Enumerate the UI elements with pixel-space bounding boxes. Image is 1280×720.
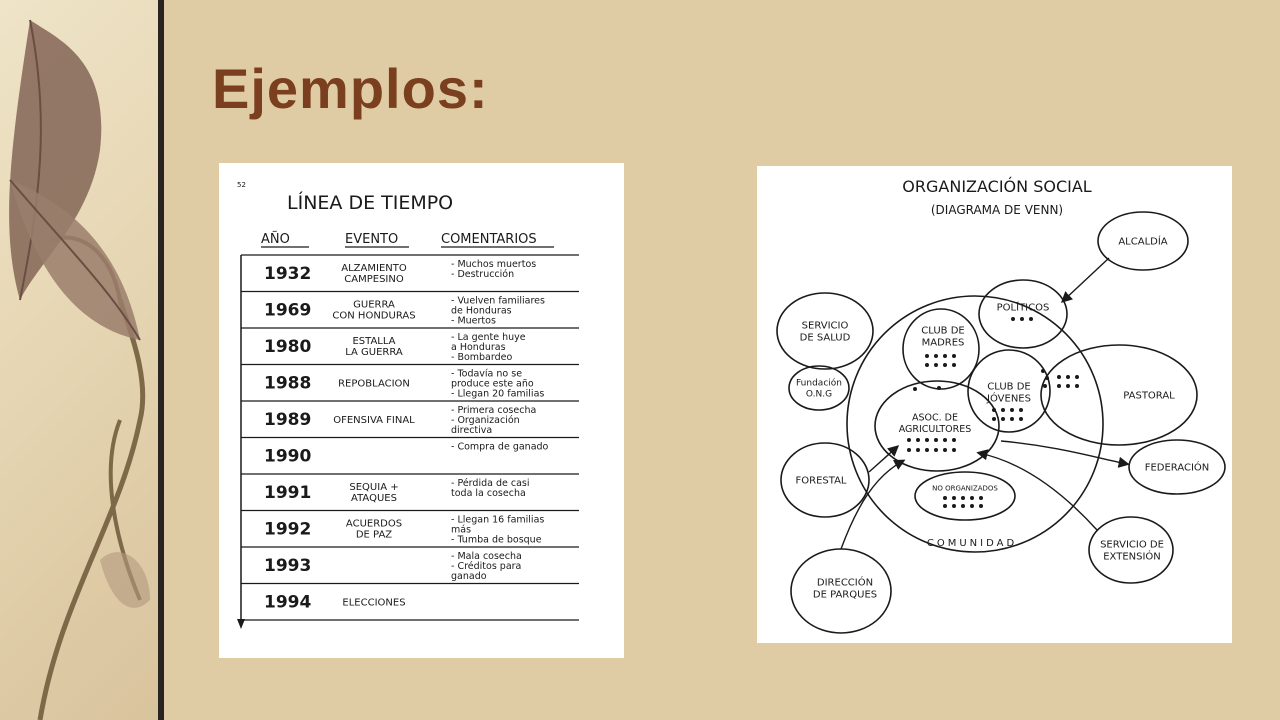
venn-label-no-organizados-text: NO ORGANIZADOS — [932, 484, 998, 493]
timeline-comment: produce este año — [451, 378, 534, 390]
venn-dot-asoc — [934, 438, 938, 442]
timeline-comment: directiva — [451, 425, 493, 436]
timeline-row — [264, 478, 530, 504]
timeline-page-number: 52 — [237, 181, 246, 189]
venn-label-pastoral-text: PASTORAL — [1123, 390, 1175, 402]
venn-label-asoc-agricultores-text: AGRICULTORES — [898, 423, 972, 435]
venn-dot-club-jovenes — [992, 408, 996, 412]
venn-dot-pastoral — [1066, 384, 1070, 388]
venn-label-alcaldia — [1118, 234, 1167, 247]
venn-dot-asoc — [925, 448, 929, 452]
venn-dot-asoc — [943, 448, 947, 452]
timeline-row — [264, 551, 522, 582]
timeline-comment: ganado — [451, 571, 487, 582]
venn-dot-club-madres — [925, 354, 929, 358]
timeline-comment: toda la cosecha — [451, 488, 526, 499]
venn-label-servicio-extension-text: EXTENSIÓN — [1103, 551, 1161, 563]
venn-dot-no-organizados — [952, 504, 956, 508]
venn-dot-overlap — [913, 387, 917, 391]
leaf-branch-illustration — [0, 0, 160, 720]
venn-dot-overlap — [937, 386, 941, 390]
venn-dot-asoc — [952, 438, 956, 442]
timeline-event: ACUERDOS — [345, 518, 403, 530]
venn-label-servicio-extension-text: SERVICIO DE — [1100, 539, 1164, 551]
timeline-event: ESTALLA — [352, 336, 396, 347]
venn-label-direccion-parques — [813, 575, 877, 600]
timeline-year: 1932 — [264, 264, 312, 284]
venn-label-club-jovenes — [986, 381, 1031, 404]
venn-dot-pastoral — [1066, 375, 1070, 379]
venn-node-politicos — [979, 280, 1067, 348]
venn-dot-pastoral-edge — [1041, 369, 1045, 373]
venn-label-no-organizados — [932, 484, 998, 492]
timeline-comment: - Créditos para — [451, 561, 522, 572]
timeline-event: CON HONDURAS — [332, 310, 416, 322]
timeline-year: 1969 — [264, 300, 312, 321]
timeline-event: CAMPESINO — [344, 274, 404, 285]
timeline-comment: - Organización — [451, 415, 520, 426]
venn-label-direccion-parques-text: DE PARQUES — [812, 589, 878, 601]
venn-dot-pastoral-edge — [1043, 384, 1047, 388]
venn-label-club-jovenes-text: JÓVENES — [987, 393, 1031, 405]
venn-dot-politicos — [1020, 317, 1024, 321]
venn-dot-asoc — [907, 448, 911, 452]
venn-title: ORGANIZACIÓN SOCIAL — [902, 177, 1092, 196]
venn-dot-politicos — [1011, 317, 1015, 321]
timeline-comment: más — [451, 524, 472, 536]
venn-dot-politicos — [1029, 317, 1033, 321]
venn-dot-pastoral-edge — [1045, 376, 1049, 380]
timeline-row — [264, 515, 544, 546]
timeline-header-event: EVENTO — [345, 232, 399, 247]
venn-dot-asoc — [916, 438, 920, 442]
venn-label-fundacion-text: O.N.G — [805, 389, 833, 400]
venn-node-club-madres — [903, 309, 979, 389]
timeline-row — [264, 259, 536, 285]
timeline-year: 1989 — [264, 410, 312, 430]
timeline-year: 1992 — [264, 519, 312, 540]
timeline-row — [264, 369, 544, 400]
venn-label-club-madres-text: CLUB DE — [921, 325, 965, 337]
timeline-comment: - Vuelven familiares — [451, 295, 545, 307]
venn-label-servicio-salud — [800, 320, 851, 343]
timeline-comment: - Llegan 16 familias — [451, 514, 545, 526]
venn-dot-club-madres — [934, 363, 938, 367]
venn-label-federacion — [1145, 460, 1210, 473]
venn-label-servicio-salud-text: DE SALUD — [799, 332, 851, 344]
venn-dot-pastoral — [1075, 384, 1079, 388]
venn-label-asoc-agricultores-text: ASOC. DE — [912, 412, 958, 424]
venn-dot-asoc — [907, 438, 911, 442]
timeline-comment: - Muchos muertos — [451, 259, 537, 270]
timeline-year: 1991 — [264, 483, 312, 503]
venn-dot-club-jovenes — [1019, 417, 1023, 421]
venn-label-club-madres-text: MADRES — [921, 337, 965, 349]
timeline-year: 1993 — [264, 556, 312, 576]
timeline-year: 1990 — [264, 446, 312, 467]
timeline-comment: - Destrucción — [451, 269, 515, 280]
venn-label-forestal — [796, 475, 847, 486]
timeline-comment: - Pérdida de casi — [451, 478, 530, 489]
timeline-comment: - La gente huye — [451, 332, 526, 343]
venn-dot-asoc — [943, 438, 947, 442]
timeline-event: DE PAZ — [355, 529, 393, 541]
venn-dot-club-madres — [943, 363, 947, 367]
timeline-event: OFENSIVA FINAL — [333, 415, 415, 426]
venn-label-pastoral — [1123, 390, 1175, 401]
timeline-row — [264, 332, 526, 363]
venn-dot-club-jovenes — [1001, 417, 1005, 421]
timeline-event: GUERRA — [353, 299, 395, 311]
venn-dot-pastoral — [1057, 375, 1061, 379]
timeline-row — [264, 593, 406, 613]
timeline-event: ATAQUES — [351, 493, 397, 504]
timeline-event: SEQUIA + — [349, 482, 399, 493]
decorative-leaf-panel — [0, 0, 160, 720]
timeline-row — [264, 296, 545, 327]
venn-dot-no-organizados — [979, 504, 983, 508]
venn-dot-club-madres — [952, 354, 956, 358]
timeline-event: ELECCIONES — [342, 597, 406, 609]
timeline-event: LA GUERRA — [345, 347, 403, 358]
venn-dot-no-organizados — [952, 496, 956, 500]
venn-dot-club-jovenes — [1019, 408, 1023, 412]
timeline-year: 1980 — [264, 337, 312, 357]
venn-label-alcaldia-text: ALCALDÍA — [1118, 236, 1168, 248]
venn-label-club-madres — [921, 325, 964, 348]
venn-dot-no-organizados — [943, 504, 947, 508]
venn-dot-club-jovenes — [1010, 417, 1014, 421]
venn-arrow-direccion-parques — [841, 461, 903, 549]
venn-dot-no-organizados — [970, 504, 974, 508]
venn-dot-no-organizados — [979, 496, 983, 500]
timeline-comment: - Llegan 20 familias — [451, 388, 545, 400]
venn-dot-club-jovenes — [1001, 408, 1005, 412]
venn-dot-no-organizados — [943, 496, 947, 500]
venn-label-fundacion-text: Fundación — [796, 378, 842, 389]
timeline-comment: de Honduras — [451, 305, 512, 317]
venn-community-label: COMUNIDAD — [926, 538, 1018, 549]
venn-dot-club-jovenes — [992, 417, 996, 421]
venn-label-politicos-text: POLÍTICOS — [996, 302, 1050, 314]
timeline-year: 1988 — [264, 373, 312, 394]
timeline-comment: - Todavía no se — [451, 368, 523, 380]
timeline-diagram — [219, 163, 624, 658]
venn-dot-asoc — [925, 438, 929, 442]
venn-label-forestal-text: FORESTAL — [795, 475, 847, 487]
timeline-comment: - Tumba de bosque — [451, 534, 542, 546]
timeline-event: ALZAMIENTO — [341, 263, 407, 274]
timeline-row — [264, 442, 549, 467]
venn-label-fundacion — [796, 378, 842, 400]
timeline-comment: - Mala cosecha — [451, 551, 522, 562]
timeline-comment: - Compra de ganado — [451, 441, 549, 453]
venn-dot-pastoral — [1057, 384, 1061, 388]
venn-label-politicos — [997, 300, 1050, 313]
venn-label-federacion-text: FEDERACIÓN — [1144, 462, 1210, 474]
venn-label-direccion-parques-text: DIRECCIÓN — [816, 577, 874, 589]
venn-dot-club-madres — [943, 354, 947, 358]
venn-label-servicio-extension — [1100, 539, 1164, 562]
venn-dot-club-madres — [952, 363, 956, 367]
venn-dot-no-organizados — [961, 504, 965, 508]
venn-dot-pastoral — [1075, 375, 1079, 379]
timeline-event: REPOBLACION — [338, 378, 410, 390]
timeline-title: LÍNEA DE TIEMPO — [287, 192, 454, 214]
venn-community-circle — [847, 296, 1103, 552]
timeline-header-year: AÑO — [261, 232, 290, 247]
venn-diagram — [757, 166, 1232, 643]
timeline-comment: - Primera cosecha — [451, 405, 537, 416]
venn-arrow-alcaldia — [1063, 258, 1109, 301]
slide-title: Ejemplos: — [212, 57, 489, 120]
venn-image — [757, 166, 1232, 643]
timeline-comment: - Muertos — [451, 315, 496, 327]
venn-label-servicio-salud-text: SERVICIO — [801, 320, 849, 332]
venn-dot-asoc — [916, 448, 920, 452]
venn-dot-no-organizados — [961, 496, 965, 500]
venn-dot-no-organizados — [970, 496, 974, 500]
venn-label-club-jovenes-text: CLUB DE — [987, 381, 1031, 393]
venn-dot-club-jovenes — [1010, 408, 1014, 412]
timeline-row — [264, 405, 536, 436]
timeline-image — [219, 163, 624, 658]
timeline-comment: a Honduras — [451, 342, 506, 353]
timeline-comment: - Bombardeo — [451, 352, 513, 363]
venn-dot-club-madres — [925, 363, 929, 367]
venn-label-asoc-agricultores — [899, 412, 972, 434]
vertical-divider — [158, 0, 164, 720]
venn-subtitle: (DIAGRAMA DE VENN) — [930, 203, 1064, 217]
venn-dot-club-madres — [934, 354, 938, 358]
timeline-year: 1994 — [264, 592, 312, 613]
timeline-header-comments: COMENTARIOS — [441, 232, 537, 247]
venn-node-no-organizados — [915, 472, 1015, 520]
venn-dot-asoc — [952, 448, 956, 452]
venn-dot-asoc — [934, 448, 938, 452]
